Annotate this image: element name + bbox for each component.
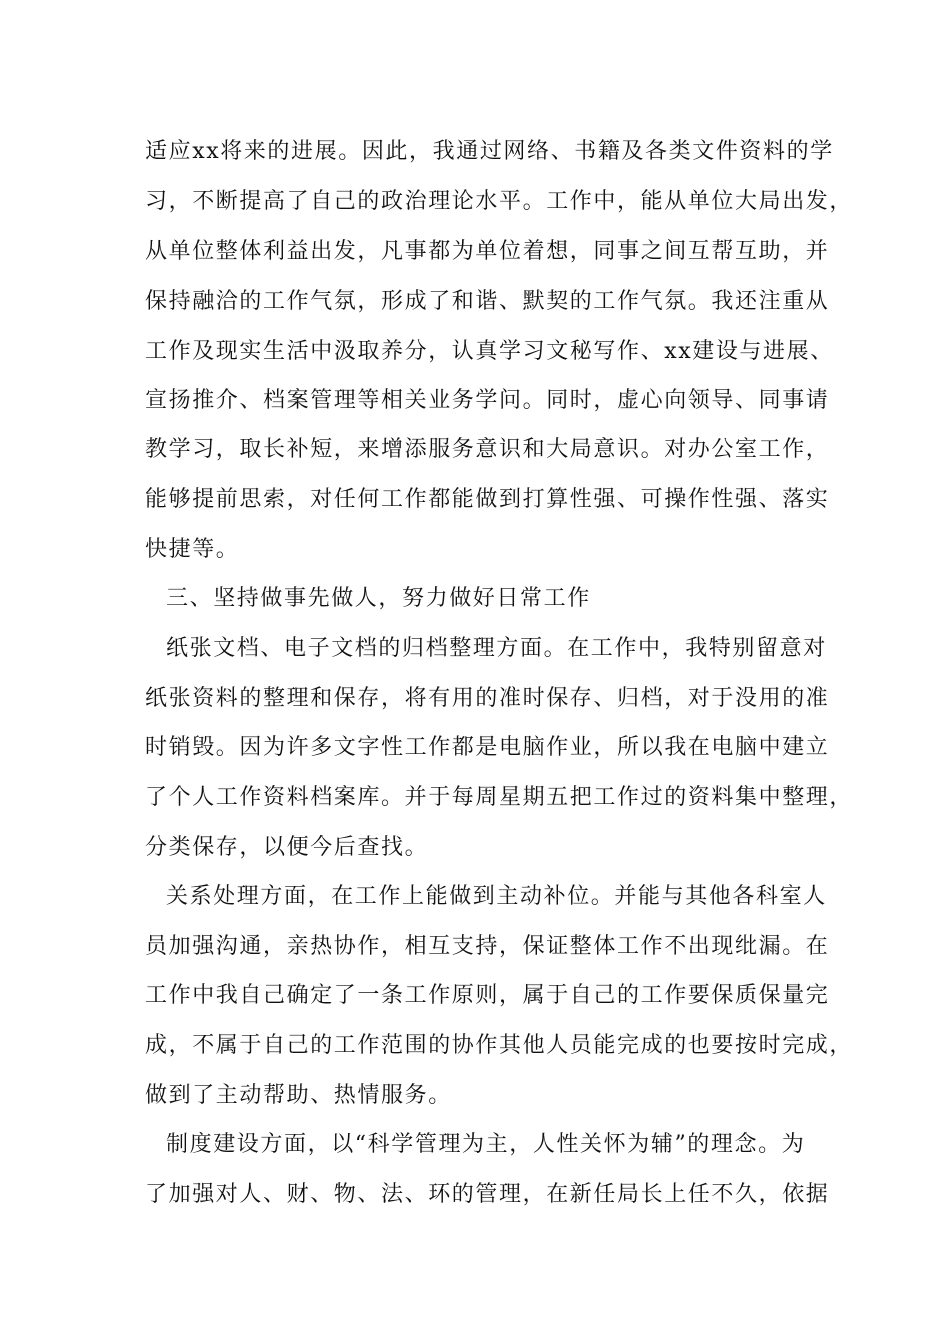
paragraph-line: 适应xx将来的进展。因此，我通过网络、书籍及各类文件资料的学 (145, 139, 834, 164)
paragraph-line: 能够提前思索，对任何工作都能做到打算性强、可操作性强、落实 (145, 487, 830, 512)
paragraph-line: 教学习，取长补短，来增添服务意识和大局意识。对办公室工作， (145, 437, 830, 462)
paragraph-line: 成，不属于自己的工作范围的协作其他人员能完成的也要按时完成， (145, 1033, 854, 1058)
section-heading: 三、坚持做事先做人，努力做好日常工作 (166, 586, 591, 611)
paragraph-line: 纸张文档、电子文档的归档整理方面。在工作中，我特别留意对 (166, 636, 827, 661)
paragraph-line: 宣扬推介、档案管理等相关业务学问。同时，虚心向领导、同事请 (145, 388, 830, 413)
paragraph-line: 纸张资料的整理和保存，将有用的准时保存、归档，对于没用的准 (145, 686, 830, 711)
paragraph-line: 工作中我自己确定了一条工作原则，属于自己的工作要保质保量完 (145, 983, 830, 1008)
paragraph-line: 员加强沟通，亲热协作，相互支持，保证整体工作不出现纰漏。在 (145, 934, 830, 959)
paragraph-line: 习，不断提高了自己的政治理论水平。工作中，能从单位大局出发， (145, 189, 854, 214)
paragraph-line: 做到了主动帮助、热情服务。 (145, 1083, 452, 1108)
paragraph-line: 从单位整体利益出发，凡事都为单位着想，同事之间互帮互助，并 (145, 239, 830, 264)
paragraph-line: 关系处理方面，在工作上能做到主动补位。并能与其他各科室人 (166, 884, 827, 909)
paragraph-line: 了加强对人、财、物、法、环的管理，在新任局长上任不久，依据 (145, 1182, 830, 1207)
paragraph-line: 分类保存，以便今后查找。 (145, 835, 429, 860)
paragraph-line: 制度建设方面，以“科学管理为主，人性关怀为辅”的理念。为 (166, 1132, 806, 1157)
paragraph-line: 了个人工作资料档案库。并于每周星期五把工作过的资料集中整理， (145, 785, 854, 810)
paragraph-line: 时销毁。因为许多文字性工作都是电脑作业，所以我在电脑中建立 (145, 735, 830, 760)
paragraph-line: 工作及现实生活中汲取养分，认真学习文秘写作、xx建设与进展、 (145, 339, 834, 364)
paragraph-line: 保持融洽的工作气氛，形成了和谐、默契的工作气氛。我还注重从 (145, 289, 830, 314)
paragraph-line: 快捷等。 (145, 537, 240, 562)
